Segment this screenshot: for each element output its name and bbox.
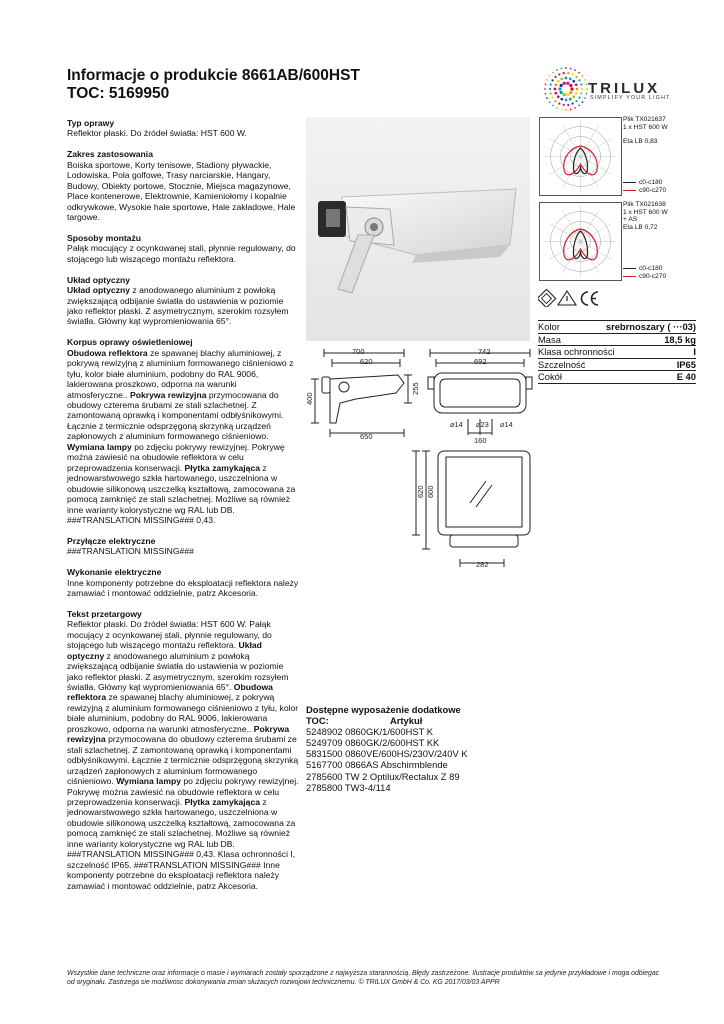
accessory-item: 5249709 0860GK/2/600HST KK — [306, 737, 440, 749]
logo-dot — [570, 68, 572, 70]
section-bold: Wymiana lampy — [67, 441, 132, 452]
section-text: po zdjęciu pokrywy rewizyjnej. Pokrywę można zawiesić na obudowie reflektora w celu przeprowadzenia konserwacji. — [67, 776, 299, 808]
section-bold: Pokrywa rewizyjna — [130, 389, 207, 400]
section-heading: Typ oprawy — [67, 118, 115, 128]
dimension-drawing — [300, 343, 536, 575]
logo-dot — [566, 93, 569, 96]
section-heading: Wykonanie elektryczne — [67, 567, 162, 578]
legend-c0: c0-c180 — [623, 265, 666, 273]
logo-dot — [554, 83, 557, 86]
logo-dot — [558, 73, 560, 75]
logo-dot — [574, 107, 576, 109]
logo-dot — [560, 84, 563, 87]
logo-dot — [554, 92, 557, 95]
polar-plot-2 — [540, 203, 621, 280]
logo-dot — [560, 68, 562, 70]
section-sposoby — [67, 233, 299, 264]
section-text: ze spawanej blachy aluminiowej, z pokrywą rewizyjną z aluminium formowanego ciśnieniowo z tyłu, kolor białe aluminium, podobny do RAL 9006, lakierowana proszkowo, odporna na warunki atmosferyczne.. — [67, 692, 299, 734]
product-photo — [306, 117, 530, 341]
section-heading: Zakres zastosowania — [67, 149, 153, 160]
logo-dot — [575, 92, 578, 95]
dim-160: 160 — [474, 436, 487, 445]
section-przylacze — [67, 536, 299, 557]
logo-dot — [563, 104, 565, 106]
logo-dot — [552, 72, 554, 74]
legend-c90: c90-c270 — [623, 273, 666, 281]
dim-255: 255 — [411, 382, 420, 395]
section-heading: Układ optyczny — [67, 274, 131, 285]
accessory-item: 5831500 0860VE/600HS/230V/240V K — [306, 748, 468, 760]
dim-650: 650 — [360, 432, 373, 441]
legend-c90: c90-c270 — [623, 187, 666, 195]
warning-triangle-icon — [558, 291, 576, 305]
logo-dot — [565, 67, 567, 69]
spec-row: Cokół E 40 — [538, 371, 696, 383]
logo-dot — [551, 97, 553, 99]
logo-dot — [569, 98, 572, 101]
polar-diagram-2 — [539, 202, 622, 281]
spec-row: Klasa ochronności I — [538, 346, 696, 358]
accessories-header: TOC: Artykuł — [306, 715, 423, 727]
section-bold: Obudowa reflektora — [67, 682, 273, 703]
polar-lamp: 1 x HST 600 W — [623, 208, 668, 216]
section-text: przymocowana do obudowy czterema śrubami ze stali szlachetnej. Z zamontowaną oprawką i komponentami odbłyśnikowymi. Łącznie z termicznie odsprzęgoną skrzynką urządzeń zapłonowych z aluminium formowanego ciśnieniowo. — [67, 389, 284, 442]
logo-dot — [578, 79, 580, 81]
logo-dot — [578, 72, 580, 74]
polar-2-info — [623, 201, 693, 231]
logo-dot — [582, 101, 584, 103]
logo-dot — [545, 93, 547, 95]
section-text: z anodowanego aluminium z powłoką zwiększającą odbijanie światła do ustawienia w poziomie jako reflektor płaski. Z asymetrycznym, szerokim rozsyłem światła. Główny kąt wypromieniowania 65°. — [67, 650, 289, 693]
logo-dot — [578, 105, 580, 107]
section-text: Inne komponenty potrzebne do eksploatacji reflektora należy zamawiać i montować oddzielnie, patrz Akcesoria. — [67, 577, 299, 599]
logo-dot — [549, 101, 551, 103]
logo-name: TRILUX — [588, 80, 661, 97]
logo-dot — [570, 87, 573, 90]
logo-dot — [567, 72, 569, 74]
logo-dot — [554, 76, 556, 78]
accessory-item: 5167700 0866AS Abschirmblende — [306, 759, 448, 771]
logo-dot — [566, 82, 569, 85]
logo-dot — [549, 88, 551, 90]
logo-dot — [572, 80, 575, 83]
logo-dot — [572, 73, 574, 75]
logo-dot — [565, 77, 568, 80]
dim-692: 692 — [474, 357, 487, 366]
section-heading: Tekst przetargowy — [67, 608, 142, 619]
section-text: z jednowarstwowego szkła hartowanego, uszczelniona w obudowie silikonową uszczelką kształtową, zamocowana za pomocą zamknięć ze stali szlachetnej. Możliwe są również inne warianty kolorystyczne wg RAL lub DB. ###TRANSLATION MISSING### 0,43. — [67, 462, 296, 525]
legend-line-red-icon — [623, 190, 636, 191]
logo-dot — [563, 93, 566, 96]
section-bold: Płytka zamykająca — [184, 797, 261, 808]
logo-dot — [570, 109, 572, 111]
logo-dot — [581, 88, 583, 90]
accessories-heading: Dostępne wyposażenie dodatkowe — [306, 704, 461, 715]
dim-diam-23: ⌀23 — [476, 420, 489, 429]
polar-lamp: 1 x HST 600 W — [623, 123, 668, 131]
product-description — [67, 118, 299, 901]
logo-dot — [575, 76, 577, 78]
section-text: z anodowanego aluminium z powłoką zwiększającą odbijanie światła do ustawienia w poziomie jako reflektor płaski. Z asymetrycznym, szerokim rozsyłem światła. Główny kąt wypromieniowania 65°. — [67, 285, 289, 327]
accessory-item: 5248902 0860GK/1/600HST K — [306, 726, 434, 738]
logo-dot — [574, 69, 576, 71]
accessories — [306, 704, 468, 793]
section-tekst — [67, 609, 299, 891]
logo-dot — [544, 88, 546, 90]
section-text: po zdjęciu pokrywy rewizyjnej. Pokrywę można zawiesić na obudowie reflektora w celu przeprowadzenia konserwacji. — [67, 441, 285, 473]
logo-dot — [563, 82, 566, 85]
logo-dot — [546, 97, 548, 99]
legend-line-red-icon — [623, 276, 636, 277]
trilux-logo-icon — [543, 66, 589, 112]
logo-dot — [569, 91, 572, 94]
logo-dot — [550, 92, 552, 94]
section-text: Pałąk mocujący z ocynkowanej stali, płynnie regulowany, do stojącego lub wiszącego montażu reflektora. — [67, 243, 296, 264]
logo-dot — [557, 80, 560, 83]
logo-dot — [558, 87, 561, 90]
logo-dot — [560, 98, 563, 101]
logo-dot — [560, 77, 563, 80]
dim-diam-14a: ⌀14 — [450, 420, 463, 429]
spec-row: Szczelność IP65 — [538, 358, 696, 370]
logo-dot — [556, 107, 558, 109]
spec-row: Masa 18,5 kg — [538, 333, 696, 345]
logo-dot — [551, 79, 553, 81]
section-zakres — [67, 149, 299, 222]
logo-tagline: SIMPLIFY YOUR LIGHT. — [590, 95, 673, 101]
section-wykonanie — [67, 567, 299, 598]
logo-dot — [569, 84, 572, 87]
certification-marks — [538, 289, 600, 307]
page-title — [67, 67, 360, 103]
polar-eta: Eta LB 0,83 — [623, 138, 658, 146]
dim-diam-14b: ⌀14 — [500, 420, 513, 429]
top-view — [412, 451, 530, 567]
section-text: przymocowana do obudowy czterema śrubami ze stali szlachetnej. Z zamontowaną oprawką i komponentami odbłyśnikowymi. Łącznie z termicznie odsprzęgoną skrzynką urządzeń zapłonowych z aluminium formowanego ciśnieniowo. — [67, 734, 299, 787]
dim-620: 620 — [360, 357, 373, 366]
logo-dot — [580, 92, 582, 94]
logo-dot — [563, 72, 565, 74]
enec-mark-icon — [538, 289, 556, 307]
logo-dot — [554, 88, 557, 91]
section-text: ###TRANSLATION MISSING### — [67, 546, 194, 557]
logo-dot — [572, 102, 574, 104]
polar-1-legend — [623, 179, 666, 195]
section-korpus — [67, 337, 299, 525]
logo-dot — [560, 109, 562, 111]
polar-file: Plik TX021637 — [623, 116, 666, 123]
spec-table — [538, 320, 696, 384]
section-heading: Sposoby montażu — [67, 232, 142, 243]
legend-line-icon — [623, 268, 636, 269]
logo-dot — [557, 95, 560, 98]
dim-600-vertical: 600 — [426, 485, 435, 498]
polar-file: Plik TX021638 — [623, 201, 666, 208]
logo-dot — [580, 83, 582, 85]
logo-dot — [569, 77, 572, 80]
section-uklad — [67, 275, 299, 327]
polar-1-info — [623, 116, 693, 146]
logo-dot — [584, 97, 586, 99]
accessory-item: 2785800 TW3-4/114 — [306, 781, 391, 793]
section-text: Reflektor płaski. Do źródeł światła: HST 600 W. Pałąk mocujący z ocynkowanej stali, płynnie regulowany, do stojącego lub wiszącego montażu reflektora. — [67, 619, 272, 651]
ce-mark-icon — [582, 292, 599, 305]
section-bold: Pokrywa rewizyjna — [67, 723, 290, 745]
section-text: Boiska sportowe, Korty tenisowe, Stadiony pływackie, Lodowiska, Pola golfowe, Trasy narciarskie, Hangary, Budowy, Obiekty portowe, Stocznie, Miejsca magazynowe, Place kontenerowe, Elektrownie, Kamieniołomy i kopalnie odkrywkowe, Wysokie hale sportowe, Hale zakładowe, Hale targowe. — [67, 159, 296, 223]
logo-dot — [546, 79, 548, 81]
logo-dot — [549, 75, 551, 77]
section-text: z jednowarstwowego szkła hartowanego, uszczelniona w obudowie silikonową uszczelką kształtową, zamocowana za pomocą zamknięć ze stali szlachetnej. Możliwe są również inne warianty kolorystyczne wg RAL lub DB. ###TRANSLATION MISSING### 0,43. Klasa ochronności I, szczelność IP65. ###TRANSLATION MISSING### Inne komponenty potrzebne do eksploatacji reflektora należy zamawiać i montować oddzielnie, patrz Akcesoria. — [67, 797, 296, 891]
logo-dot — [550, 83, 552, 85]
footer-disclaimer: Wszystkie dane techniczne oraz informacje o masie i wymiarach zostały sporządzone z najwyższa starannością. Błędy zastrzeżone. Ilustracje produktów sa jedynie przykładowe i moga odbiegac od oryginału. Zastrzega sie możliwosc dokonywania zmian służacych rozwojowi technicznemu. © TRILUX GmbH & Co. KG 2017/03/03 APPR — [67, 970, 660, 986]
logo-dot — [582, 75, 584, 77]
logo-dot — [554, 100, 556, 102]
logo-dot — [572, 95, 575, 98]
title-line-toc: TOC: 5169950 — [67, 85, 170, 102]
polar-diagram-1 — [539, 117, 622, 196]
section-text: Reflektor płaski. Do źródeł światła: HST 600 W. — [67, 128, 247, 139]
logo-dot — [575, 83, 578, 86]
section-heading: Przyłącze elektryczne — [67, 535, 156, 546]
section-bold: Wymiana lampy — [116, 776, 182, 787]
polar-plot-1 — [540, 118, 621, 195]
dim-282: 282 — [476, 560, 489, 569]
logo-dot — [556, 69, 558, 71]
polar-eta: Eta LB 0,72 — [623, 223, 658, 231]
logo-dot — [576, 88, 579, 91]
logo-dot — [552, 105, 554, 107]
logo-dot — [565, 109, 567, 111]
section-typ — [67, 118, 299, 139]
section-text: ze spawanej blachy aluminiowej, z pokrywą rewizyjną z aluminium formowanego ciśnieniowo z tyłu, kolor białe aluminium, podobny do RAL 9006, lakierowana proszkowo, odporna na warunki atmosferyczne.. — [67, 347, 294, 400]
logo-dot — [560, 91, 563, 94]
legend-c0: c0-c180 — [623, 179, 666, 187]
floodlight-illustration — [306, 117, 530, 341]
polar-2-legend — [623, 265, 666, 281]
logo-dot — [565, 99, 568, 102]
logo-dot — [584, 79, 586, 81]
section-heading: Korpus oprawy oświetleniowej — [67, 337, 193, 348]
polar-extra: + AS — [623, 216, 638, 224]
spec-row: Kolor srebrnoszary ( ···03) — [538, 321, 696, 332]
logo-dot — [578, 97, 580, 99]
logo-dot — [575, 100, 577, 102]
dim-400: 400 — [305, 392, 314, 405]
dim-700: 700 — [352, 347, 365, 356]
section-bold: Obudowa reflektora — [67, 347, 148, 358]
logo-dot — [545, 83, 547, 85]
section-bold: Układ optyczny — [67, 285, 131, 296]
accessory-item: 2785600 TW 2 Optilux/Rectalux Z 89 — [306, 770, 460, 782]
section-bold: Płytka zamykająca — [184, 462, 261, 473]
logo-dot — [567, 104, 569, 106]
dim-742: 742 — [478, 347, 491, 356]
dim-620-vertical: 620 — [416, 485, 425, 498]
title-line-product: Informacje o produkcie 8661AB/600HST — [67, 67, 360, 84]
section-bold: Układ optyczny — [67, 640, 262, 661]
logo-dot — [558, 102, 560, 104]
legend-line-icon — [623, 182, 636, 183]
